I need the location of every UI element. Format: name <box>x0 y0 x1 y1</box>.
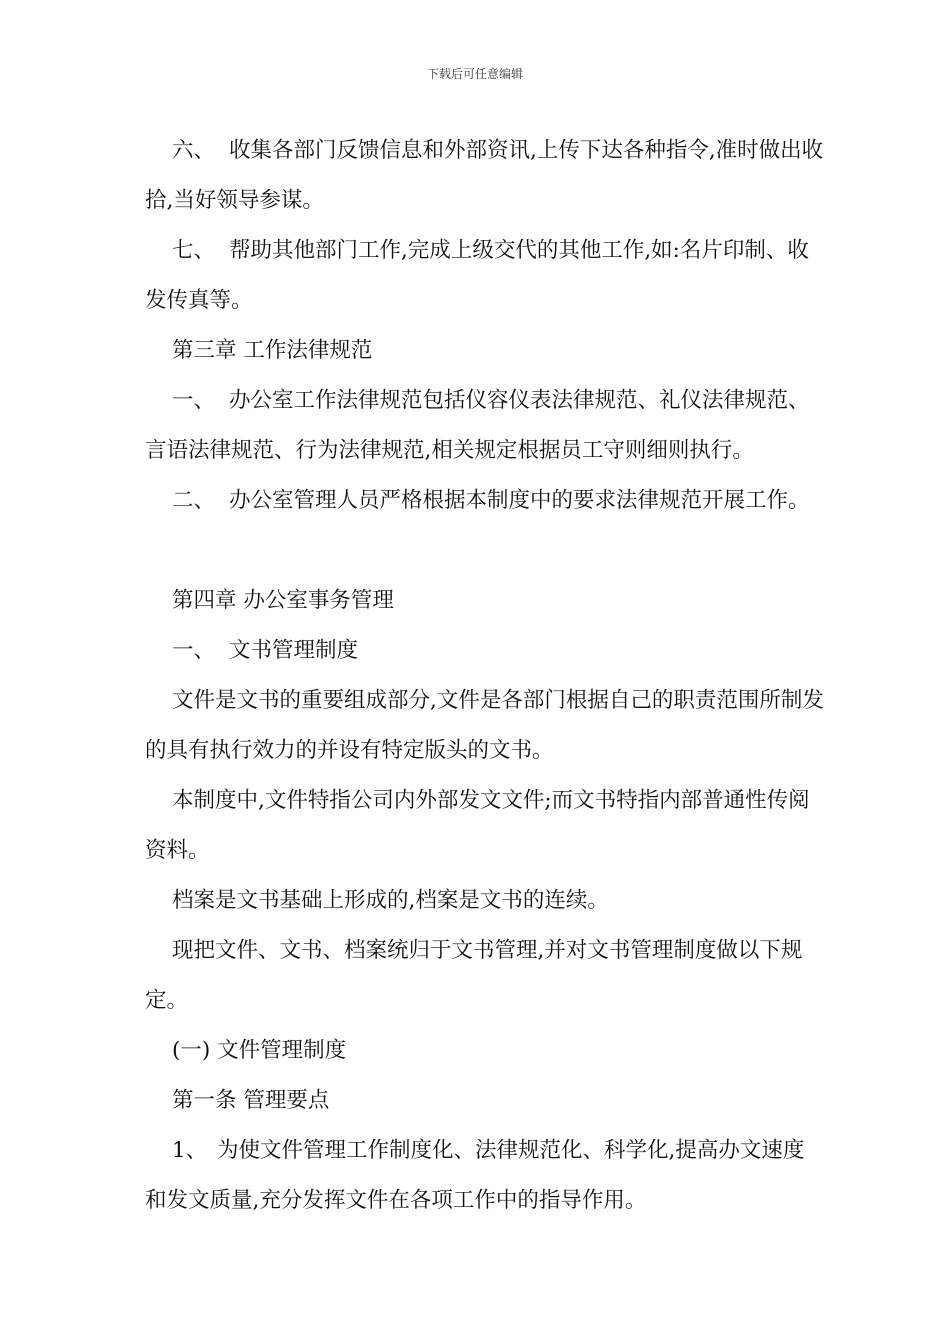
section-heading-1 <box>145 626 825 676</box>
paragraph-item-7 <box>145 226 825 326</box>
paragraph-item-2 <box>145 476 825 526</box>
chapter-heading-3 <box>145 326 825 376</box>
paragraph-text: 本制度中,文件特指公司内外部发文文件;而文书特指内部普通性传阅资料。 <box>145 788 810 863</box>
paragraph-text: 现把文件、文书、档案统归于文书管理,并对文书管理制度做以下规定。 <box>145 938 803 1013</box>
paragraph-text-block <box>145 776 825 876</box>
paragraph-text-block <box>145 676 825 776</box>
list-marker: 七、 <box>172 238 216 263</box>
paragraph-item-1 <box>145 376 825 476</box>
document-body <box>145 126 825 1226</box>
list-marker: 1、 <box>172 1138 208 1163</box>
heading-text: (一) 文件管理制度 <box>172 1038 347 1063</box>
paragraph-text: 办公室管理人员严格根据本制度中的要求法律规范开展工作。 <box>229 488 810 513</box>
list-marker: 二、 <box>172 488 216 513</box>
paragraph-text: 收集各部门反馈信息和外部资讯,上传下达各种指令,准时做出收拾,当好领导参谋。 <box>145 138 824 213</box>
paragraph-text-block <box>145 876 825 926</box>
list-marker: 一、 <box>172 638 216 663</box>
chapter-heading-4 <box>145 576 825 626</box>
blank-line <box>145 526 825 576</box>
subsection-heading <box>145 1026 825 1076</box>
paragraph-text-block <box>145 926 825 1026</box>
paragraph-text: 文件是文书的重要组成部分,文件是各部门根据自己的职责范围所制发的具有执行效力的并设有特定版头的文书。 <box>145 688 824 763</box>
page-header: 下载后可任意编辑 <box>426 67 523 81</box>
article-heading <box>145 1076 825 1126</box>
paragraph-text: 办公室工作法律规范包括仪容仪表法律规范、礼仪法律规范、言语法律规范、行为法律规范,相关规定根据员工守则细则执行。 <box>145 388 810 463</box>
heading-text: 第一条 管理要点 <box>172 1088 330 1113</box>
list-marker: 一、 <box>172 388 216 413</box>
heading-text: 第四章 办公室事务管理 <box>172 588 394 613</box>
paragraph-text: 帮助其他部门工作,完成上级交代的其他工作,如:名片印制、收发传真等。 <box>145 238 809 313</box>
paragraph-text: 为使文件管理工作制度化、法律规范化、科学化,提高办文速度和发文质量,充分发挥文件在各项工作中的指导作用。 <box>145 1138 805 1213</box>
heading-text: 文书管理制度 <box>229 638 359 663</box>
paragraph-text: 档案是文书基础上形成的,档案是文书的连续。 <box>172 888 609 913</box>
heading-text: 第三章 工作法律规范 <box>172 338 373 363</box>
paragraph-item-6 <box>145 126 825 226</box>
paragraph-item-num-1 <box>145 1126 825 1226</box>
list-marker: 六、 <box>172 138 216 163</box>
